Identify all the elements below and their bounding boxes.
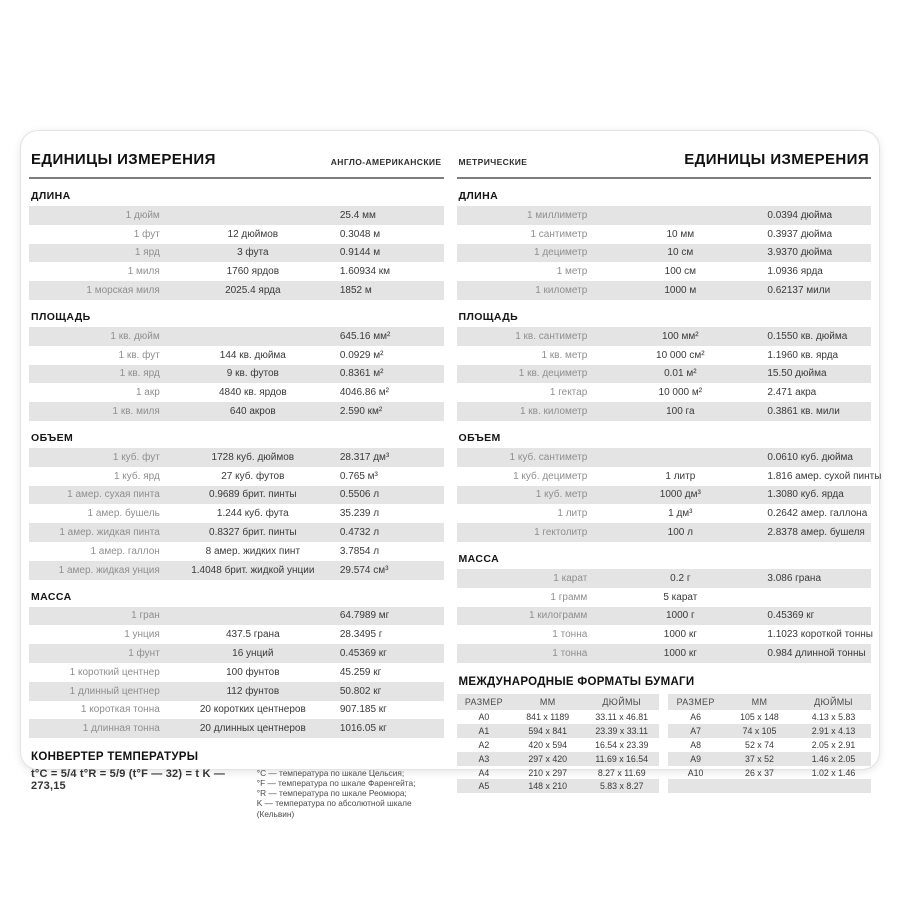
table-cell: 100 га xyxy=(666,406,695,418)
section xyxy=(29,190,444,300)
table-cell: 1 короткий центнер xyxy=(69,666,160,678)
table-cell: 2.8378 амер. бушеля xyxy=(767,527,865,539)
table-cell: 0.2 г xyxy=(670,572,691,584)
table-cell: 100 фунтов xyxy=(226,666,280,678)
table-row xyxy=(457,504,872,523)
table-cell: 1 амер. сухая пинта xyxy=(67,489,160,501)
table-cell: 10 000 см² xyxy=(656,349,705,361)
table-cell: 0.9144 м xyxy=(339,247,381,259)
table-cell: 1 куб. сантиметр xyxy=(509,451,588,463)
table-cell: 1 амер. жидкая унция xyxy=(58,564,160,576)
table-cell: 0.9689 брит. пинты xyxy=(209,489,297,501)
paper-table-row xyxy=(668,766,871,780)
table-row xyxy=(29,504,444,523)
table-row xyxy=(457,467,882,486)
paper-column-header: РАЗМЕР xyxy=(676,697,715,708)
table-cell: 28.317 дм³ xyxy=(339,451,390,463)
table-cell: 50.802 кг xyxy=(339,685,382,697)
paper-table-row xyxy=(668,779,871,793)
table-row xyxy=(29,402,444,421)
section-label: МАССА xyxy=(458,552,500,565)
table-cell: 12 дюймов xyxy=(227,228,279,240)
imperial-column-header xyxy=(29,145,444,179)
table-cell: 112 фунтов xyxy=(226,685,280,697)
table-row xyxy=(457,383,872,402)
table-cell: 1.0936 ярда xyxy=(767,266,823,278)
table-cell: 1 километр xyxy=(535,285,588,297)
table-row xyxy=(29,625,444,644)
table-cell: 3.9370 дюйма xyxy=(767,247,833,259)
paper-table-cell: A7 xyxy=(690,726,701,737)
table-cell: 20 коротких центнеров xyxy=(199,704,306,716)
table-row xyxy=(29,262,444,281)
table-cell: 1 миля xyxy=(127,266,160,278)
paper-table-row xyxy=(457,738,660,752)
table-cell: 1 кв. дециметр xyxy=(518,368,588,380)
table-row xyxy=(29,523,444,542)
table-row xyxy=(29,486,444,505)
paper-column-header: ММ xyxy=(751,697,768,708)
paper-table-cell: 74 x 105 xyxy=(742,726,777,737)
paper-table-cell: A9 xyxy=(690,753,701,764)
temperature-note-line: K — температура по абсолютной шкале (Кельвин) xyxy=(256,798,412,819)
table-cell: 35.239 л xyxy=(339,508,380,520)
table-cell: 1728 куб. дюймов xyxy=(211,451,295,463)
section xyxy=(29,591,444,739)
table-cell: 1 гектолитр xyxy=(534,527,588,539)
table-row xyxy=(457,448,872,467)
table-cell: 100 мм² xyxy=(662,330,699,342)
table-cell: 1 килограмм xyxy=(528,610,588,622)
section xyxy=(457,190,872,300)
table-cell: 1 длинный центнер xyxy=(69,685,160,697)
temperature-converter xyxy=(29,751,444,819)
table-row xyxy=(457,244,872,263)
table-row xyxy=(457,206,872,225)
table-cell: 1 морская миля xyxy=(86,285,160,297)
table-cell: 1 амер. жидкая пинта xyxy=(59,527,160,539)
section-label: ПЛОЩАДЬ xyxy=(31,310,91,323)
temperature-note-line: °F — температура по шкале Фаренгейта; xyxy=(256,778,416,789)
paper-table-cell: A5 xyxy=(478,781,490,792)
table-cell: 0.0394 дюйма xyxy=(767,209,833,221)
table-cell: 1.1960 кв. ярда xyxy=(767,349,839,361)
table-cell: 1 тонна xyxy=(552,648,588,660)
table-cell: 4046.86 м² xyxy=(339,387,389,399)
table-cell: 28.3495 г xyxy=(339,629,383,641)
table-cell: 1852 м xyxy=(339,285,372,297)
table-cell: 1 куб. фут xyxy=(112,451,160,463)
table-cell: 10 000 м² xyxy=(658,387,703,399)
table-cell: 1 длинная тонна xyxy=(82,723,160,735)
paper-table-cell: A10 xyxy=(687,767,704,778)
paper-table-cell: 16.54 x 23.39 xyxy=(595,739,649,750)
table-cell: 1 грамм xyxy=(550,591,588,603)
table-cell: 1 акр xyxy=(135,387,160,399)
table-cell: 1000 м xyxy=(664,285,697,297)
table-cell: 1 кв. фут xyxy=(118,349,160,361)
table-row xyxy=(457,607,872,626)
table-row xyxy=(29,281,444,300)
section-label: ДЛИНА xyxy=(458,190,499,202)
paper-table-cell: A3 xyxy=(478,753,490,764)
paper-table-cell: 26 x 37 xyxy=(745,767,774,778)
table-cell: 10 мм xyxy=(666,228,695,240)
metric-sections xyxy=(457,190,882,663)
table-cell: 0.8327 брит. пинты xyxy=(209,527,297,539)
reference-page-card xyxy=(20,130,882,819)
table-cell: 1000 кг xyxy=(663,648,697,660)
table-row xyxy=(29,206,444,225)
table-cell: 1 гран xyxy=(131,610,160,622)
table-cell: 1 кв. дюйм xyxy=(110,330,160,342)
page-title: ЕДИНИЦЫ ИЗМЕРЕНИЯ xyxy=(684,151,869,168)
temperature-converter-title: КОНВЕРТЕР ТЕМПЕРАТУРЫ xyxy=(31,751,199,764)
table-row xyxy=(457,365,872,384)
table-cell: 1 гектар xyxy=(549,387,588,399)
table-cell: 0.0929 м² xyxy=(339,349,384,361)
paper-table-row xyxy=(668,710,871,724)
paper-table-row xyxy=(457,710,660,724)
table-row xyxy=(457,262,872,281)
metric-column-header xyxy=(457,145,872,179)
table-cell: 1 ярд xyxy=(134,247,160,259)
paper-table-cell: A6 xyxy=(690,712,701,723)
table-row xyxy=(29,327,444,346)
table-row xyxy=(457,644,872,663)
table-cell: 437.5 грана xyxy=(225,629,280,641)
paper-table-cell: A4 xyxy=(478,767,490,778)
table-cell: 1000 г xyxy=(665,610,695,622)
table-cell: 1 кв. километр xyxy=(519,406,588,418)
paper-table-cell: 37 x 52 xyxy=(745,753,774,764)
table-row xyxy=(29,225,444,244)
table-cell: 0.62137 мили xyxy=(767,285,831,297)
section xyxy=(457,431,882,542)
table-row xyxy=(29,607,444,626)
table-cell: 1000 кг xyxy=(663,629,697,641)
table-cell: 1 амер. галлон xyxy=(90,545,160,557)
section-label: ОБЪЕМ xyxy=(31,431,74,444)
table-cell: 1 фут xyxy=(133,228,160,240)
section-label: ОБЪЕМ xyxy=(458,431,501,444)
paper-table-cell: 11.69 x 16.54 xyxy=(595,753,649,764)
paper-table-cell: 23.39 x 33.11 xyxy=(595,726,649,737)
table-cell: 4840 кв. ярдов xyxy=(218,387,287,399)
table-row xyxy=(29,682,444,701)
temperature-note-line: °R — температура по шкале Реомюра; xyxy=(256,788,407,799)
table-cell: 2025.4 ярда xyxy=(225,285,281,297)
metric-subtitle: МЕТРИЧЕСКИЕ xyxy=(458,157,528,167)
paper-table-a0-a5 xyxy=(457,694,660,793)
table-row xyxy=(457,523,872,542)
table-cell: 0.2642 амер. галлона xyxy=(767,508,868,520)
table-cell: 1 амер. бушель xyxy=(87,508,160,520)
table-cell: 1 дециметр xyxy=(533,247,588,259)
page-title: ЕДИНИЦЫ ИЗМЕРЕНИЯ xyxy=(31,151,216,168)
table-row xyxy=(29,244,444,263)
paper-table-cell: 4.13 x 5.83 xyxy=(811,712,856,723)
table-cell: 1 миллиметр xyxy=(526,209,588,221)
table-cell: 0.3937 дюйма xyxy=(767,228,833,240)
table-cell: 0.0610 куб. дюйма xyxy=(767,451,853,463)
table-cell: 29.574 см³ xyxy=(339,564,389,576)
table-cell: 1.1023 короткой тонны xyxy=(767,629,873,641)
table-row xyxy=(457,588,872,607)
paper-table-row xyxy=(457,724,660,738)
table-cell: 1 дюйм xyxy=(125,209,160,221)
section xyxy=(29,432,444,580)
table-row xyxy=(29,365,444,384)
table-cell: 1 фунт xyxy=(128,648,160,660)
table-cell: 0.765 м³ xyxy=(339,470,378,482)
paper-table-cell: 2.05 x 2.91 xyxy=(811,739,856,750)
paper-table-cell: 210 x 297 xyxy=(528,767,568,778)
table-row xyxy=(457,486,872,505)
table-row xyxy=(457,402,872,421)
paper-table-cell: 420 x 594 xyxy=(528,739,568,750)
table-cell: 3.7854 л xyxy=(339,545,380,557)
paper-table-cell: 841 x 1189 xyxy=(526,712,570,723)
table-row xyxy=(457,346,872,365)
table-cell: 64.7989 мг xyxy=(339,610,390,622)
table-row xyxy=(457,281,872,300)
table-cell: 645.16 мм² xyxy=(339,330,391,342)
table-cell: 16 унций xyxy=(232,648,274,660)
table-cell: 1 кв. метр xyxy=(541,349,588,361)
table-row xyxy=(29,467,444,486)
paper-table-row xyxy=(457,766,660,780)
table-cell: 907.185 кг xyxy=(339,704,387,716)
table-cell: 0.45369 кг xyxy=(339,648,387,660)
imperial-sections xyxy=(29,190,444,738)
paper-table-cell: 2.91 x 4.13 xyxy=(811,726,856,737)
paper-column-header: ММ xyxy=(539,697,556,708)
table-cell: 1 короткая тонна xyxy=(80,704,160,716)
table-cell: 1 кв. ярд xyxy=(119,368,160,380)
table-cell: 45.259 кг xyxy=(339,666,382,678)
table-cell: 1.3080 куб. ярда xyxy=(767,489,844,501)
table-row xyxy=(457,569,872,588)
table-row xyxy=(29,448,444,467)
section-label: ДЛИНА xyxy=(31,190,71,202)
table-cell: 1760 ярдов xyxy=(226,266,280,278)
table-row xyxy=(29,644,444,663)
table-cell: 0.3861 кв. мили xyxy=(767,406,840,418)
table-cell: 1.816 амер. сухой пинты xyxy=(767,470,882,482)
table-cell: 1.244 куб. фута xyxy=(216,508,289,520)
imperial-column xyxy=(29,145,444,819)
table-row xyxy=(29,561,444,580)
table-cell: 9 кв. футов xyxy=(226,368,279,380)
paper-table-cell: 105 x 148 xyxy=(740,712,779,723)
table-row xyxy=(29,383,444,402)
paper-formats-tables xyxy=(457,694,872,793)
table-cell: 1 сантиметр xyxy=(530,228,588,240)
table-cell: 1 куб. ярд xyxy=(113,470,160,482)
paper-table-a6-a10 xyxy=(668,694,871,793)
table-cell: 15.50 дюйма xyxy=(767,368,827,380)
section xyxy=(457,311,872,421)
table-cell: 0.1550 кв. дюйма xyxy=(767,330,848,342)
paper-column-header: ДЮЙМЫ xyxy=(814,697,853,708)
table-cell: 1 унция xyxy=(124,629,160,641)
table-cell: 0.984 длинной тонны xyxy=(767,648,866,660)
table-cell: 1 карат xyxy=(553,572,588,584)
table-cell: 0.3048 м xyxy=(339,228,381,240)
paper-table-row xyxy=(457,779,660,793)
paper-table-header-row xyxy=(668,694,871,711)
table-cell: 20 длинных центнеров xyxy=(199,723,306,735)
paper-table-cell: 8.27 x 11.69 xyxy=(597,767,646,778)
table-row xyxy=(29,346,444,365)
section xyxy=(457,553,872,663)
paper-table-cell: 148 x 210 xyxy=(528,781,568,792)
temperature-scale-notes xyxy=(257,768,442,819)
paper-table-cell: A2 xyxy=(478,739,490,750)
table-cell: 5 карат xyxy=(663,591,698,603)
table-cell: 3 фута xyxy=(237,247,269,259)
paper-table-cell: A1 xyxy=(478,726,490,737)
table-row xyxy=(29,663,444,682)
table-row xyxy=(29,542,444,561)
paper-table-row xyxy=(668,724,871,738)
paper-formats xyxy=(457,676,872,793)
table-cell: 100 см xyxy=(664,266,696,278)
section-label: МАССА xyxy=(31,590,72,603)
table-cell: 1 куб. дециметр xyxy=(513,470,588,482)
table-cell: 1 метр xyxy=(556,266,588,278)
paper-formats-title: МЕЖДУНАРОДНЫЕ ФОРМАТЫ БУМАГИ xyxy=(458,675,695,688)
section xyxy=(29,311,444,421)
table-cell: 1 литр xyxy=(557,508,588,520)
table-cell: 1 литр xyxy=(665,470,696,482)
paper-table-cell: 594 x 841 xyxy=(528,726,568,737)
table-row xyxy=(457,327,872,346)
paper-table-cell: 297 x 420 xyxy=(528,753,568,764)
table-cell: 1 тонна xyxy=(552,629,588,641)
metric-column xyxy=(457,145,882,792)
temperature-converter-body xyxy=(31,768,442,819)
table-cell: 640 акров xyxy=(229,406,276,418)
table-cell: 1000 дм³ xyxy=(659,489,701,501)
table-cell: 1 кв. миля xyxy=(112,406,160,418)
temperature-formula: t°C = 5/4 t°R = 5/9 (t°F — 32) = t K — 273,15 xyxy=(31,768,226,793)
section-label: ПЛОЩАДЬ xyxy=(458,310,519,323)
paper-table-cell: A8 xyxy=(690,739,701,750)
table-cell: 3.086 грана xyxy=(767,572,822,584)
table-cell: 100 л xyxy=(667,527,693,539)
table-cell: 10 см xyxy=(667,247,694,259)
paper-table-cell: 52 x 74 xyxy=(745,739,774,750)
table-row xyxy=(29,719,444,738)
table-cell: 144 кв. дюйма xyxy=(219,349,286,361)
table-cell: 1016.05 кг xyxy=(339,723,387,735)
table-cell: 25.4 мм xyxy=(339,209,376,221)
table-cell: 2.471 акра xyxy=(767,387,817,399)
paper-table-row xyxy=(668,738,871,752)
table-cell: 0.5506 л xyxy=(339,489,380,501)
table-cell: 1 дм³ xyxy=(668,508,693,520)
table-cell: 0.01 м² xyxy=(664,368,697,380)
paper-table-cell: 5.83 x 8.27 xyxy=(599,781,644,792)
paper-table-header-row xyxy=(457,694,660,711)
table-row xyxy=(29,701,444,720)
table-cell: 1 кв. сантиметр xyxy=(515,330,588,342)
paper-table-row xyxy=(457,752,660,766)
paper-table-row xyxy=(668,752,871,766)
table-cell: 1.60934 км xyxy=(339,266,391,278)
imperial-subtitle: АНГЛО-АМЕРИКАНСКИЕ xyxy=(330,157,442,167)
paper-column-header: РАЗМЕР xyxy=(464,697,503,708)
temperature-note-line: °C — температура по шкале Цельсия; xyxy=(256,768,405,779)
table-cell: 0.45369 кг xyxy=(767,610,815,622)
paper-table-cell: 1.46 x 2.05 xyxy=(811,753,856,764)
table-cell: 0.8361 м² xyxy=(339,368,384,380)
table-row xyxy=(457,625,872,644)
paper-table-cell: A0 xyxy=(478,712,490,723)
table-cell: 1 куб. метр xyxy=(535,489,588,501)
table-row xyxy=(457,225,872,244)
table-cell: 2.590 км² xyxy=(339,406,383,418)
paper-column-header: ДЮЙМЫ xyxy=(602,697,642,708)
paper-table-cell: 1.02 x 1.46 xyxy=(811,767,856,778)
table-cell: 0.4732 л xyxy=(339,527,380,539)
table-cell: 1.4048 брит. жидкой унции xyxy=(191,564,315,576)
paper-table-cell: 33.11 x 46.81 xyxy=(595,712,649,723)
table-cell: 8 амер. жидких пинт xyxy=(205,545,301,557)
table-cell: 27 куб. футов xyxy=(221,470,285,482)
